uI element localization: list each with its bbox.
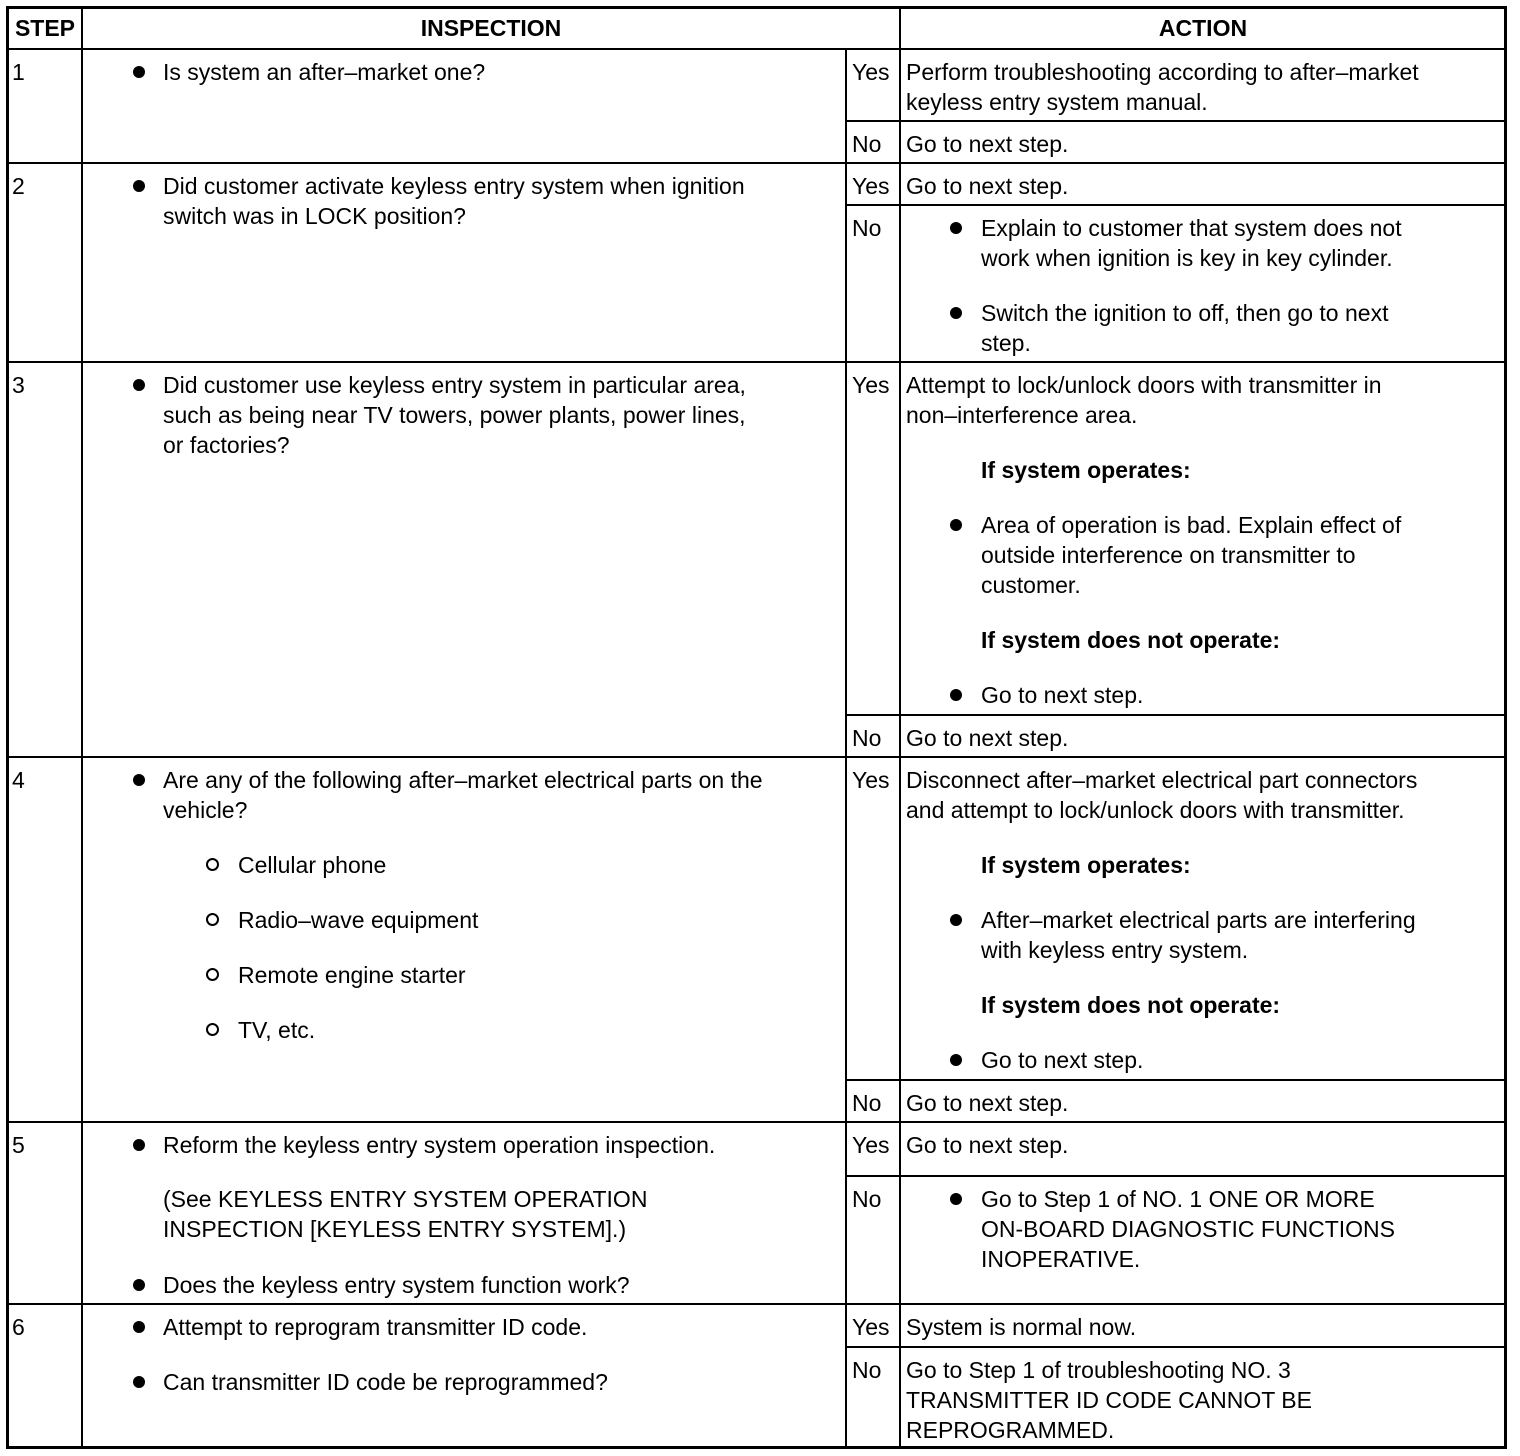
action-no-text: work when ignition is key in key cylinder. <box>981 245 1393 271</box>
no-label: No <box>852 1090 882 1116</box>
action-yes-text: Go to next step. <box>906 1132 1069 1158</box>
action-no-text: INOPERATIVE. <box>981 1246 1141 1272</box>
col-divider-action <box>899 8 901 1448</box>
action-no-text: REPROGRAMMED. <box>906 1417 1115 1443</box>
sub-bullet-icon <box>206 1023 219 1036</box>
bullet-icon <box>950 689 962 701</box>
action-yes-text: After–market electrical parts are interfering <box>981 907 1416 933</box>
header-action: ACTION <box>1158 15 1248 41</box>
action-no-text: Go to Step 1 of troubleshooting NO. 3 <box>906 1357 1291 1383</box>
step-number: 4 <box>12 767 25 793</box>
action-no-text: Go to next step. <box>906 1090 1069 1116</box>
row-rule <box>8 361 1505 363</box>
bullet-icon <box>133 379 145 391</box>
yes-no-rule <box>846 204 1505 206</box>
sub-bullet-icon <box>206 968 219 981</box>
action-no-text: Explain to customer that system does not <box>981 215 1402 241</box>
action-yes-text: Perform troubleshooting according to after–market <box>906 59 1419 85</box>
condition-heading: If system does not operate: <box>981 992 1281 1018</box>
action-no-text: Go to next step. <box>906 725 1069 751</box>
inspection-text: or factories? <box>163 432 290 458</box>
action-yes-text: customer. <box>981 572 1081 598</box>
yes-label: Yes <box>852 173 890 199</box>
bullet-icon <box>950 1054 962 1066</box>
action-no-text: ON-BOARD DIAGNOSTIC FUNCTIONS <box>981 1216 1396 1242</box>
bullet-icon <box>133 1139 145 1151</box>
yes-no-rule <box>846 1079 1505 1081</box>
yes-label: Yes <box>852 1132 890 1158</box>
no-label: No <box>852 725 882 751</box>
inspection-note: INSPECTION [KEYLESS ENTRY SYSTEM].) <box>163 1216 627 1242</box>
yes-label: Yes <box>852 59 890 85</box>
header-inspection: INSPECTION <box>420 15 562 41</box>
bullet-icon <box>950 222 962 234</box>
inspection-text: vehicle? <box>163 797 248 823</box>
sub-item: Remote engine starter <box>238 962 466 988</box>
inspection-text: Is system an after–market one? <box>163 59 486 85</box>
inspection-text: Did customer activate keyless entry system when ignition <box>163 173 745 199</box>
sub-bullet-icon <box>206 858 219 871</box>
action-yes-text: Attempt to lock/unlock doors with transmitter in <box>906 372 1382 398</box>
bullet-icon <box>133 1376 145 1388</box>
step-number: 3 <box>12 372 25 398</box>
sub-bullet-icon <box>206 913 219 926</box>
col-divider-step <box>81 8 83 1448</box>
no-label: No <box>852 215 882 241</box>
yes-no-rule <box>846 120 1505 122</box>
row-rule <box>8 162 1505 164</box>
header-step: STEP <box>14 15 76 41</box>
inspection-text: such as being near TV towers, power plants, power lines, <box>163 402 746 428</box>
action-no-text: step. <box>981 330 1031 356</box>
action-yes-text: Area of operation is bad. Explain effect of <box>981 512 1402 538</box>
yes-no-rule <box>846 1346 1505 1348</box>
bullet-icon <box>950 914 962 926</box>
inspection-text: Does the keyless entry system function work? <box>163 1272 630 1298</box>
no-label: No <box>852 131 882 157</box>
sub-item: Cellular phone <box>238 852 387 878</box>
action-no-text: Switch the ignition to off, then go to next <box>981 300 1389 326</box>
no-label: No <box>852 1357 882 1383</box>
bullet-icon <box>133 66 145 78</box>
condition-heading: If system does not operate: <box>981 627 1281 653</box>
action-yes-text: Go to next step. <box>981 682 1144 708</box>
inspection-text: Did customer use keyless entry system in particular area, <box>163 372 746 398</box>
yes-label: Yes <box>852 1314 890 1340</box>
yes-label: Yes <box>852 372 890 398</box>
sub-item: Radio–wave equipment <box>238 907 479 933</box>
no-label: No <box>852 1186 882 1212</box>
action-yes-text: with keyless entry system. <box>981 937 1249 963</box>
inspection-note: (See KEYLESS ENTRY SYSTEM OPERATION <box>163 1186 648 1212</box>
action-no-text: Go to Step 1 of NO. 1 ONE OR MORE <box>981 1186 1375 1212</box>
bullet-icon <box>133 774 145 786</box>
action-yes-text: System is normal now. <box>906 1314 1137 1340</box>
action-yes-text: non–interference area. <box>906 402 1138 428</box>
bullet-icon <box>133 180 145 192</box>
condition-heading: If system operates: <box>981 852 1191 878</box>
bullet-icon <box>950 1193 962 1205</box>
action-yes-text: outside interference on transmitter to <box>981 542 1356 568</box>
bullet-icon <box>133 1321 145 1333</box>
action-no-text: Go to next step. <box>906 131 1069 157</box>
condition-heading: If system operates: <box>981 457 1191 483</box>
bullet-icon <box>950 519 962 531</box>
header-rule <box>8 48 1505 50</box>
inspection-text: Attempt to reprogram transmitter ID code. <box>163 1314 588 1340</box>
col-divider-yesno <box>845 48 847 1448</box>
inspection-text: Reform the keyless entry system operation inspection. <box>163 1132 716 1158</box>
inspection-text: Are any of the following after–market electrical parts on the <box>163 767 763 793</box>
yes-no-rule <box>846 1175 1505 1177</box>
row-rule <box>8 1121 1505 1123</box>
inspection-text: Can transmitter ID code be reprogrammed? <box>163 1369 608 1395</box>
action-no-text: TRANSMITTER ID CODE CANNOT BE <box>906 1387 1312 1413</box>
yes-label: Yes <box>852 767 890 793</box>
row-rule <box>8 1303 1505 1305</box>
step-number: 5 <box>12 1132 25 1158</box>
step-number: 2 <box>12 173 25 199</box>
action-yes-text: keyless entry system manual. <box>906 89 1208 115</box>
yes-no-rule <box>846 714 1505 716</box>
bullet-icon <box>950 307 962 319</box>
row-rule <box>8 756 1505 758</box>
inspection-text: switch was in LOCK position? <box>163 203 466 229</box>
action-yes-text: Disconnect after–market electrical part connectors <box>906 767 1418 793</box>
step-number: 1 <box>12 59 25 85</box>
action-yes-text: Go to next step. <box>981 1047 1144 1073</box>
action-yes-text: Go to next step. <box>906 173 1069 199</box>
step-number: 6 <box>12 1314 25 1340</box>
sub-item: TV, etc. <box>238 1017 316 1043</box>
bullet-icon <box>133 1279 145 1291</box>
action-yes-text: and attempt to lock/unlock doors with transmitter. <box>906 797 1405 823</box>
